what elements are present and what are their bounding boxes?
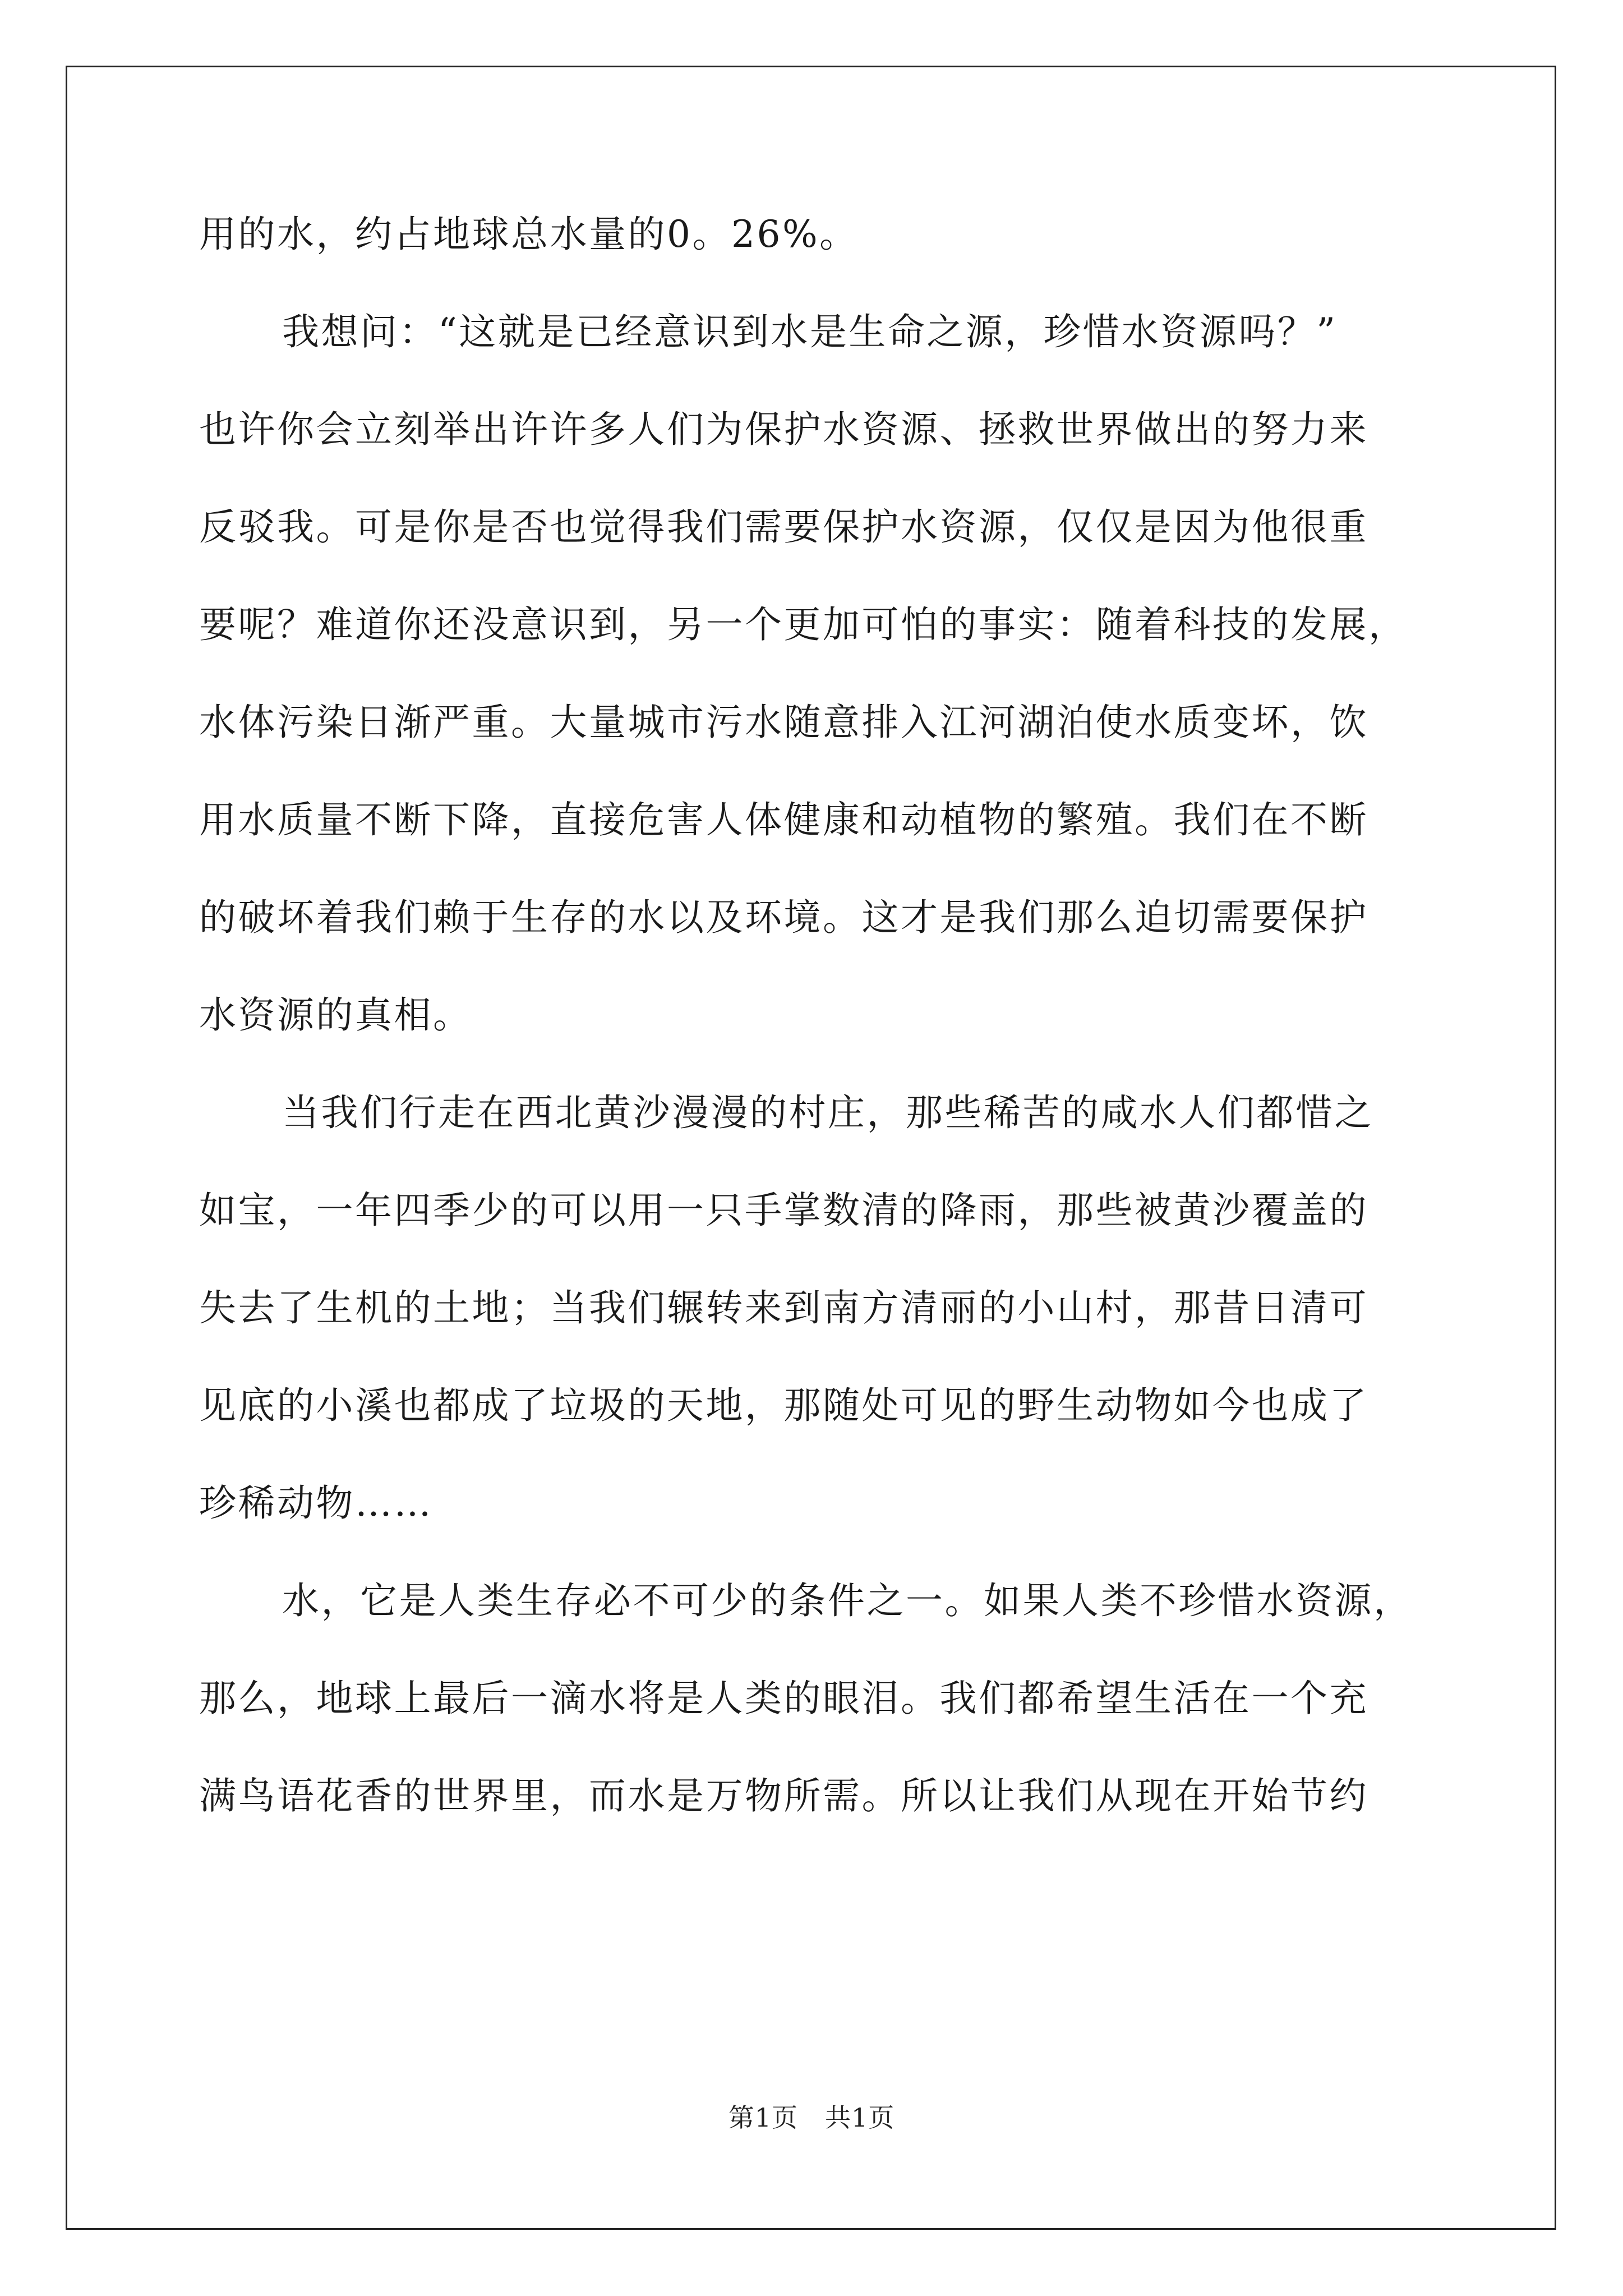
paragraph-line: 满鸟语花香的世界里，而水是万物所需。所以让我们从现在开始节约 (199, 1774, 1368, 1818)
document-body (199, 213, 1467, 1875)
paragraph-line: 如宝，一年四季少的可以用一只手掌数清的降雨，那些被黄沙覆盖的 (199, 1189, 1368, 1232)
page-total: 共1页 (825, 2102, 895, 2133)
paragraph-line: 珍稀动物…… (199, 1481, 433, 1525)
paragraph-line: 的破坏着我们赖于生存的水以及环境。这才是我们那么迫切需要保护 (199, 896, 1368, 939)
paragraph-line: 水资源的真相。 (199, 993, 472, 1037)
paragraph-line: 见底的小溪也都成了垃圾的天地，那随处可见的野生动物如今也成了 (199, 1384, 1368, 1427)
paragraph-line: 那么，地球上最后一滴水将是人类的眼泪。我们都希望生活在一个充 (199, 1677, 1368, 1720)
paragraph-line: 反驳我。可是你是否也觉得我们需要保护水资源，仅仅是因为他很重 (199, 505, 1368, 549)
paragraph-line: 水，它是人类生存必不可少的条件之一。如果人类不珍惜水资源， (282, 1579, 1413, 1622)
paragraph-line: 要呢？难道你还没意识到，另一个更加可怕的事实：随着科技的发展， (199, 603, 1408, 646)
paragraph-line: 用水质量不断下降，直接危害人体健康和动植物的繁殖。我们在不断 (199, 798, 1368, 841)
page-footer (0, 2104, 1623, 2132)
page-number: 第1页 (728, 2102, 798, 2133)
paragraph-line: 水体污染日渐严重。大量城市污水随意排入江河湖泊使水质变坏，饮 (199, 701, 1368, 744)
paragraph-line: 用的水，约占地球总水量的0。26%。 (199, 213, 859, 256)
paragraph-line: 当我们行走在西北黄沙漫漫的村庄，那些稀苦的咸水人们都惜之 (282, 1091, 1373, 1134)
paragraph-line: 我想问：“这就是已经意识到水是生命之源，珍惜水资源吗？” (282, 310, 1338, 353)
paragraph-line: 也许你会立刻举出许许多人们为保护水资源、拯救世界做出的努力来 (199, 408, 1368, 451)
paragraph-line: 失去了生机的土地；当我们辗转来到南方清丽的小山村，那昔日清可 (199, 1286, 1368, 1329)
